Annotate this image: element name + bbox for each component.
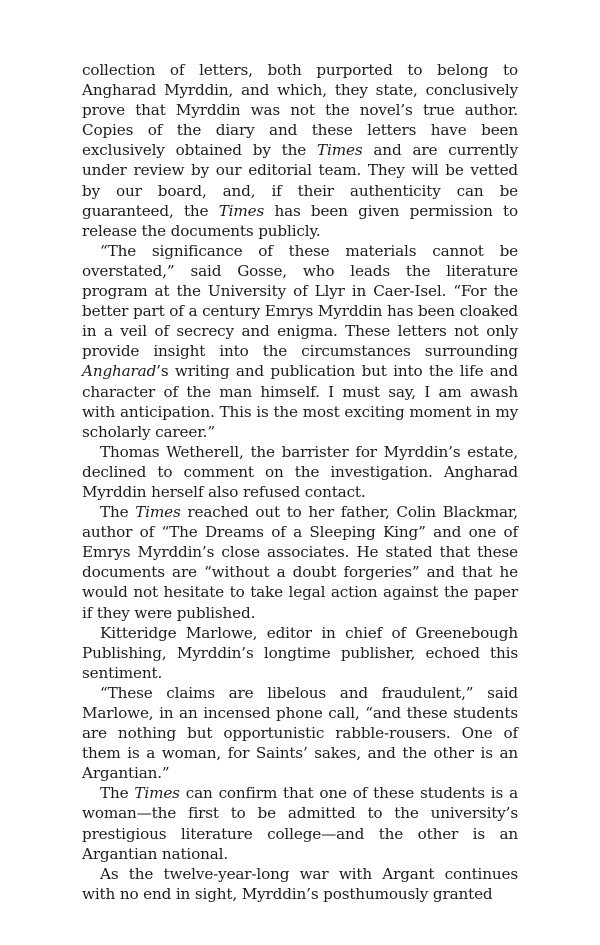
paragraph-8: As the twelve-year-long war with Argant continues with no end in sight, Myrddin’s posthumously granted — [82, 864, 518, 903]
paragraph-5: Kitteridge Marlowe, editor in chief of Greenebough Publishing, Myrddin’s longtime publisher, echoed this sentiment. — [82, 623, 518, 682]
paragraph-6: “These claims are libelous and fraudulent,” said Marlowe, in an incensed phone call, “and these students are nothing but opportunistic rabble-rousers. One of them is a woman, for Saints’ sakes, and the other is an Argantian.” — [82, 683, 518, 783]
book-page — [82, 60, 518, 904]
paragraph-1: collection of letters, both purported to belong to Angharad Myrddin, and which, they state, conclusively prove that Myrddin was not the novel’s true author. Copies of the diary and these letters have been exclusively obtained by the Times and are currently under review by our editorial team. They will be vetted by our board, and, if their authenticity can be guaranteed, the Times has been given permission to release the documents publicly. — [82, 61, 518, 240]
paragraph-7: The Times can confirm that one of these students is a woman—the first to be admitted to the university’s prestigious literature college—and the other is an Argantian national. — [82, 784, 518, 863]
paragraph-2: “The significance of these materials cannot be overstated,” said Gosse, who leads the literature program at the University of Llyr in Caer-Isel. “For the better part of a century Emrys Myrddin has been cloaked in a veil of secrecy and enigma. These letters not only provide insight into the circumstances surrounding Angharad’s writing and publication but into the life and character of the man himself. I must say, I am awash with anticipation. This is the most exciting moment in my scholarly career.” — [82, 241, 518, 441]
paragraph-4: The Times reached out to her father, Colin Blackmar, author of “The Dreams of a Sleeping King” and one of Emrys Myrddin’s close associates. He stated that these documents are “without a doubt forgeries” and that he would not hesitate to take legal action against the paper if they were published. — [82, 503, 518, 622]
paragraph-3: Thomas Wetherell, the barrister for Myrddin’s estate, declined to comment on the investigation. Angharad Myrddin herself also refused contact. — [82, 442, 518, 501]
